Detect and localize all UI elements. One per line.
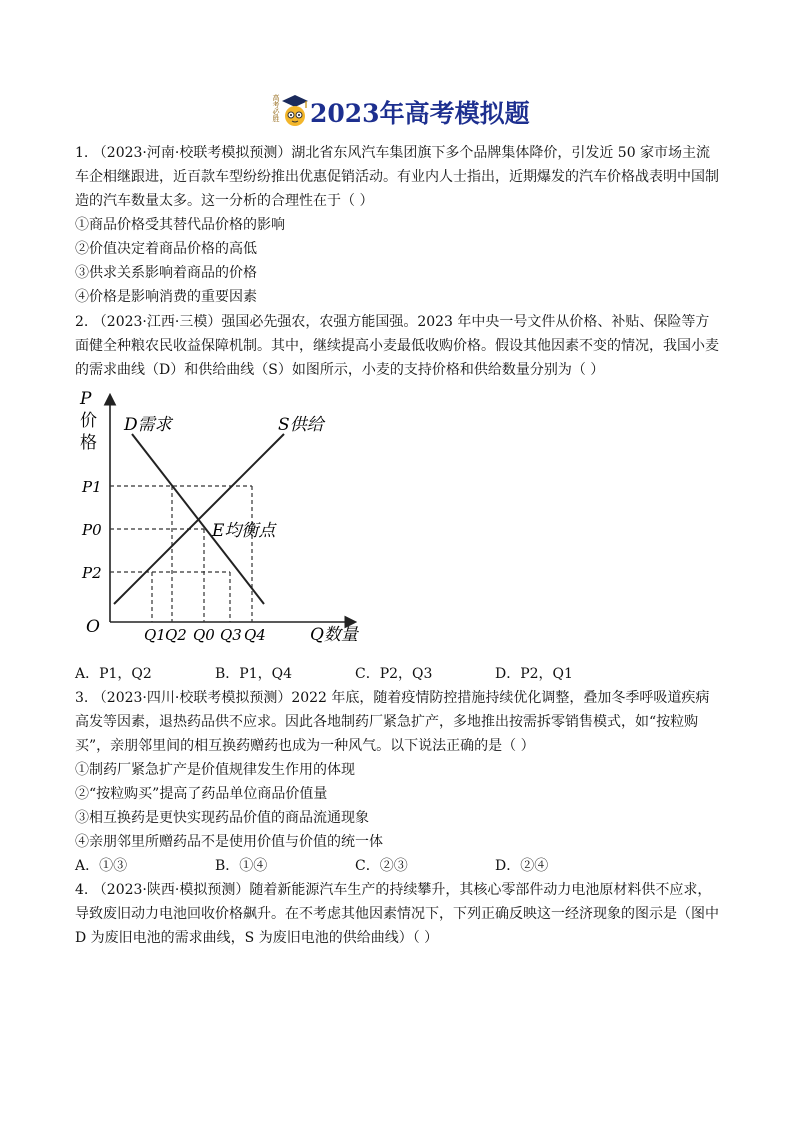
q1-stem-line: 1. （2023·河南·校联考模拟预测）湖北省东风汽车集团旗下多个品牌集体降价，引发近 50 家市场主流 <box>75 145 711 161</box>
q3-stem-line: 3. （2023·四川·校联考模拟预测）2022 年底，随着疫情防控措施持续优化调整，叠加冬季呼吸道疾病 <box>75 690 710 706</box>
q4-stem-line: 导致废旧动力电池回收价格飙升。在不考虑其他因素情况下，下列正确反映这一经济现象的图示是（图中 <box>75 906 719 922</box>
q2-option-b: B．P1，Q4 <box>215 666 292 682</box>
q3-option-c: C．②③ <box>355 858 408 874</box>
q2-stem-line: 面健全种粮农民收益保障机制。其中，继续提高小麦最低收购价格。假设其他因素不变的情况，我国小麦 <box>75 338 719 354</box>
question-4 <box>75 878 735 950</box>
question-2 <box>75 310 735 382</box>
origin-label: O <box>86 617 100 637</box>
q2-stem-line: 的需求曲线（D）和供给曲线（S）如图所示，小麦的支持价格和供给数量分别为（ ） <box>75 362 605 378</box>
x-tick-label: Q0 <box>193 626 215 644</box>
demand-curve-label: D需求 <box>124 415 172 435</box>
q1-stem-line: 车企相继跟进，近百款车型纷纷推出优惠促销活动。有业内人士指出，近期爆发的汽车价格战表明中国制 <box>75 169 719 185</box>
question-3 <box>75 686 735 878</box>
x-axis-label: Q数量 <box>310 625 358 645</box>
q2-option-c: C．P2，Q3 <box>355 666 433 682</box>
q1-item: ②价值决定着商品价格的高低 <box>75 241 257 257</box>
x-tick-label: Q2 <box>165 626 187 644</box>
header <box>0 92 800 132</box>
q1-item: ③供求关系影响着商品的价格 <box>75 265 257 281</box>
q2-option-a: A．P1，Q2 <box>75 666 152 682</box>
q3-option-d: D．②④ <box>495 858 549 874</box>
question-1 <box>75 141 735 309</box>
q3-item: ②“按粒购买”提高了药品单位商品价值量 <box>75 786 328 802</box>
logo-text: 高考必胜 <box>272 94 280 122</box>
y-axis-label-price-2: 格 <box>80 433 97 453</box>
q1-item: ①商品价格受其替代品价格的影响 <box>75 217 285 233</box>
y-tick-label: P0 <box>82 521 102 539</box>
page-title: 2023年高考模拟题 <box>310 99 530 128</box>
equilibrium-label: E均衡点 <box>212 521 276 541</box>
q3-item: ③相互换药是更快实现药品价值的商品流通现象 <box>75 810 369 826</box>
y-axis-label-p: P <box>80 389 92 409</box>
q3-stem-line: 高发等因素，退热药品供不应求。因此各地制药厂紧急扩产，多地推出按需拆零销售模式，如“按粒购 <box>75 714 699 730</box>
x-tick-label: Q4 <box>244 626 266 644</box>
q3-item: ①制药厂紧急扩产是价值规律发生作用的体现 <box>75 762 355 778</box>
mascot-logo-icon <box>280 92 310 128</box>
q4-stem-line: 4. （2023·陕西·模拟预测）随着新能源汽车生产的持续攀升，其核心零部件动力电池原材料供不应求， <box>75 882 712 898</box>
q3-item: ④亲朋邻里所赠药品不是使用价值与价值的统一体 <box>75 834 383 850</box>
x-tick-label: Q3 <box>220 626 242 644</box>
q1-stem-line: 造的汽车数量太多。这一分析的合理性在于（ ） <box>75 193 374 209</box>
y-axis-label-price-1: 价 <box>80 411 97 431</box>
x-tick-label: Q1 <box>144 626 166 644</box>
q1-item: ④价格是影响消费的重要因素 <box>75 289 257 305</box>
y-tick-label: P2 <box>82 564 102 582</box>
y-tick-label: P1 <box>82 478 102 496</box>
q3-option-a: A．①③ <box>75 858 128 874</box>
q2-stem-line: 2. （2023·江西·三模）强国必先强农，农强方能国强。2023 年中央一号文件从价格、补贴、保险等方 <box>75 314 710 330</box>
q4-stem-line: D 为废旧电池的需求曲线，S 为废旧电池的供给曲线）（ ） <box>75 930 439 946</box>
question-2-options <box>75 662 735 686</box>
q2-option-d: D．P2，Q1 <box>495 666 573 682</box>
supply-curve-label: S供给 <box>278 415 324 435</box>
supply-curve <box>114 434 284 604</box>
supply-demand-graph <box>72 386 372 648</box>
q3-option-b: B．①④ <box>215 858 268 874</box>
q3-stem-line: 买”，亲朋邻里间的相互换药赠药也成为一种风气。以下说法正确的是（ ） <box>75 738 535 754</box>
